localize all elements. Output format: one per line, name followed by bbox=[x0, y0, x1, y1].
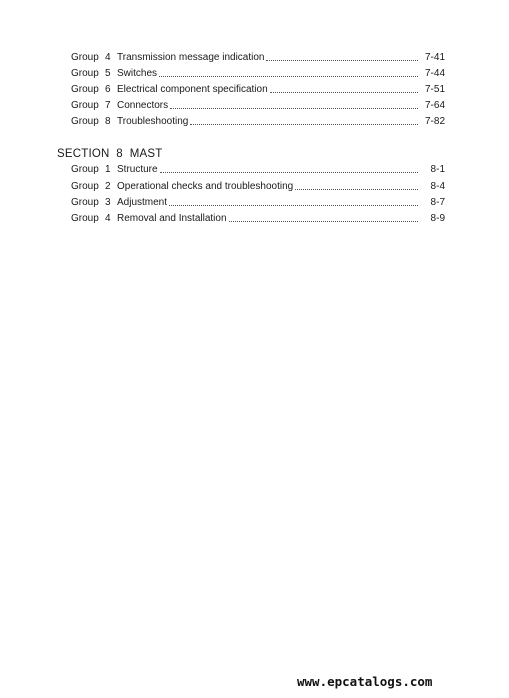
group-label: Group bbox=[71, 164, 99, 175]
group-number: 6 bbox=[105, 84, 111, 95]
page-number: 8-7 bbox=[430, 197, 445, 208]
dot-leader bbox=[266, 60, 418, 61]
entry-title: Connectors bbox=[117, 100, 169, 111]
dot-leader bbox=[190, 124, 418, 125]
toc-entry-group-8-troubleshooting bbox=[71, 114, 445, 128]
group-number: 4 bbox=[105, 52, 111, 63]
entry-title: Removal and Installation bbox=[117, 213, 227, 224]
entry-title: Troubleshooting bbox=[117, 116, 189, 127]
dot-leader bbox=[160, 172, 418, 173]
page-number: 8-4 bbox=[430, 181, 445, 192]
entry-title: Transmission message indication bbox=[117, 52, 265, 63]
group-number: 4 bbox=[105, 213, 111, 224]
entry-title: Adjustment bbox=[117, 197, 168, 208]
section-8-heading: SECTION 8 MAST bbox=[57, 148, 163, 160]
dot-leader bbox=[295, 189, 418, 190]
page-number: 7-64 bbox=[424, 100, 445, 111]
page-number: 7-44 bbox=[424, 68, 445, 79]
group-number: 5 bbox=[105, 68, 111, 79]
dot-leader bbox=[159, 76, 418, 77]
group-label: Group bbox=[71, 68, 99, 79]
group-number: 2 bbox=[105, 181, 111, 192]
entry-title: Structure bbox=[117, 164, 158, 175]
dot-leader bbox=[270, 92, 418, 93]
page-number: 8-1 bbox=[430, 164, 445, 175]
group-label: Group bbox=[71, 181, 99, 192]
page-number: 7-82 bbox=[424, 116, 445, 127]
toc-entry-group-5-switches bbox=[71, 66, 445, 80]
page-number: 7-41 bbox=[424, 52, 445, 63]
group-number: 3 bbox=[105, 197, 111, 208]
toc-entry-group-3-adjustment bbox=[71, 195, 445, 209]
entry-title: Electrical component specification bbox=[117, 84, 268, 95]
group-label: Group bbox=[71, 52, 99, 63]
group-number: 1 bbox=[105, 164, 111, 175]
toc-entry-group-4-transmission bbox=[71, 50, 445, 64]
page-number: 7-51 bbox=[424, 84, 445, 95]
group-label: Group bbox=[71, 116, 99, 127]
watermark-url: www.epcatalogs.com bbox=[297, 674, 433, 689]
group-label: Group bbox=[71, 213, 99, 224]
group-number: 7 bbox=[105, 100, 111, 111]
group-label: Group bbox=[71, 197, 99, 208]
toc-entry-group-1-structure bbox=[71, 162, 445, 176]
dot-leader bbox=[170, 108, 418, 109]
entry-title: Operational checks and troubleshooting bbox=[117, 181, 294, 192]
group-number: 8 bbox=[105, 116, 111, 127]
page-number: 8-9 bbox=[430, 213, 445, 224]
group-label: Group bbox=[71, 100, 99, 111]
group-label: Group bbox=[71, 84, 99, 95]
dot-leader bbox=[229, 221, 418, 222]
entry-title: Switches bbox=[117, 68, 158, 79]
toc-entry-group-2-operational-checks bbox=[71, 179, 445, 193]
toc-entry-group-7-connectors bbox=[71, 98, 445, 112]
dot-leader bbox=[169, 205, 418, 206]
toc-entry-group-6-electrical bbox=[71, 82, 445, 96]
toc-entry-group-4-removal bbox=[71, 211, 445, 225]
